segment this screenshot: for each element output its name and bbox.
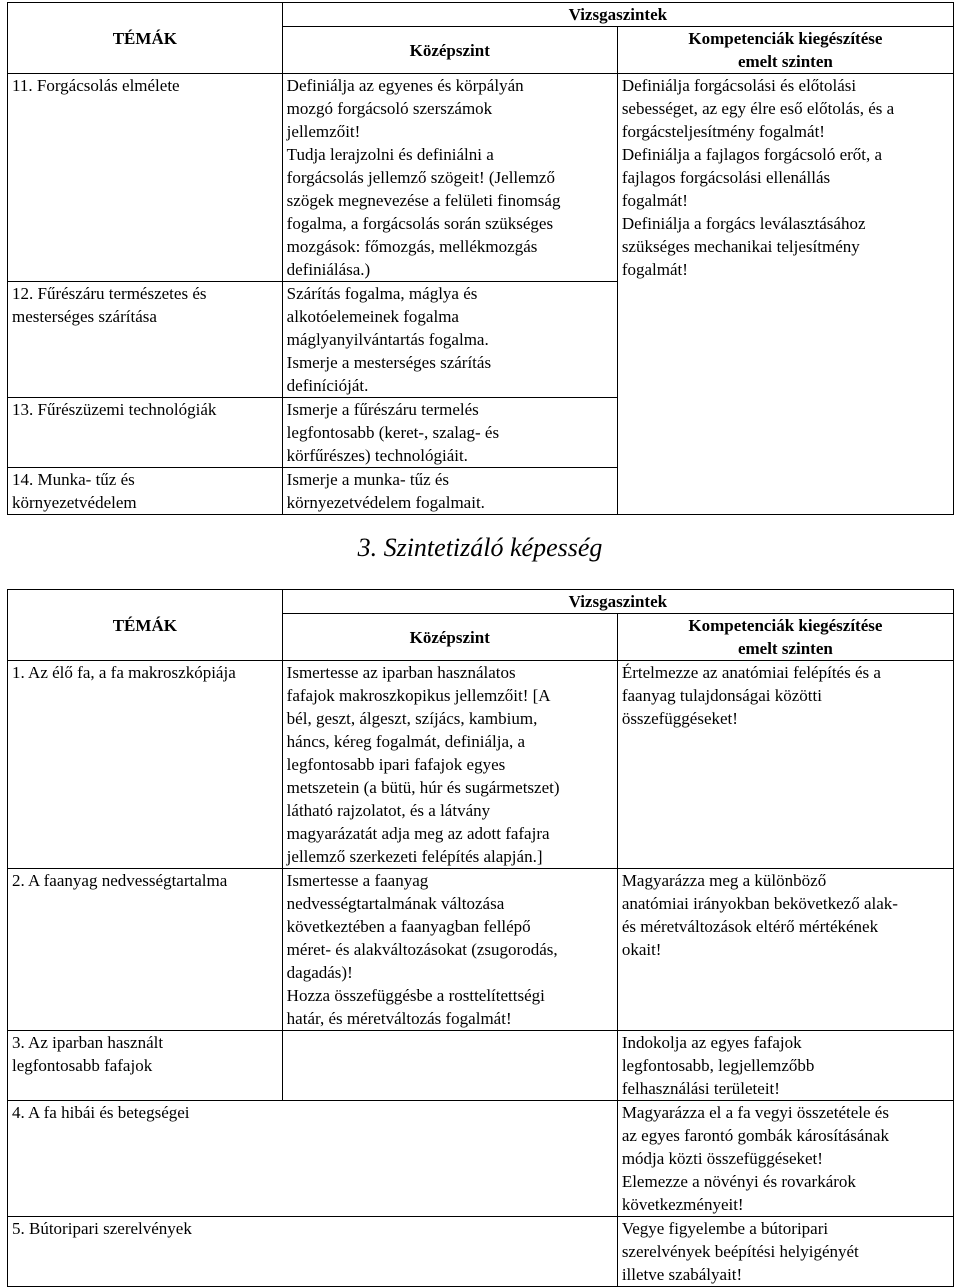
topic-cell: 13. Fűrészüzemi technológiák — [8, 398, 283, 468]
header-emelt-szint: Kompetenciák kiegészítése emelt szinten — [617, 27, 953, 74]
table-row — [8, 1031, 954, 1101]
topic-cell: 4. A fa hibái és betegségei — [8, 1101, 618, 1217]
emelt-szint-cell: Magyarázza el a fa vegyi összetétele és az egyes farontó gombák károsításának módja közti összefüggéseket! Elemezze a növényi és rovarkárok következményeit! — [617, 1101, 953, 1217]
topic-cell: 12. Fűrészáru természetes és mesterséges szárítása — [8, 282, 283, 398]
topic-cell: 3. Az iparban használt legfontosabb fafajok — [8, 1031, 283, 1101]
header-emelt-szint: Kompetenciák kiegészítése emelt szinten — [617, 614, 953, 661]
header-vizsgaszintek: Vizsgaszintek — [282, 590, 953, 614]
kozepszint-cell: Definiálja az egyenes és körpályán mozgó forgácsoló szerszámok jellemzőit! Tudja lerajzolni és definiálni a forgácsolás jellemző szögeit! (Jellemző szögek megnevezése a felületi finomság fogalma, a forgácsolás során szükséges mozgások: főmozgás, mellékmozgás definiálása.) — [282, 74, 617, 282]
section-title: 3. Szintetizáló képesség — [357, 533, 603, 562]
kozepszint-cell — [282, 1031, 617, 1101]
topic-cell: 5. Bútoripari szerelvények — [8, 1217, 618, 1287]
header-temak: TÉMÁK — [8, 590, 283, 661]
table-row — [8, 1217, 954, 1287]
table-row — [8, 661, 954, 869]
header-row-top — [8, 590, 954, 614]
kozepszint-cell: Ismertesse a faanyag nedvességtartalmának változása következtében a faanyagban fellépő méret- és alakváltozásokat (zsugorodás, dagadás)! Hozza összefüggésbe a rosttelítettségi határ, és méretváltozás fogalmát! — [282, 869, 617, 1031]
kozepszint-cell: Ismerje a munka- tűz és környezetvédelem fogalmait. — [282, 468, 617, 515]
emelt-szint-cell: Indokolja az egyes fafajok legfontosabb, legjellemzőbb felhasználási területeit! — [617, 1031, 953, 1101]
table-row — [8, 1101, 954, 1217]
topic-cell: 14. Munka- tűz és környezetvédelem — [8, 468, 283, 515]
kozepszint-cell: Ismertesse az iparban használatos fafajok makroszkopikus jellemzőit! [A bél, geszt, álgeszt, szíjács, kambium, háncs, kéreg fogalmát, definiálja, a legfontosabb ipari fafajok egyes metszetein (a bütü, húr és sugármetszet) látható rajzolatot, és a látvány magyarázatát adja meg az adott fafajra jellemző szerkezeti felépítés alapján.] — [282, 661, 617, 869]
kozepszint-cell: Szárítás fogalma, máglya és alkotóelemeinek fogalma máglyanyilvántartás fogalma. Ismerje a mesterséges szárítás definícióját. — [282, 282, 617, 398]
topic-cell: 1. Az élő fa, a fa makroszkópiája — [8, 661, 283, 869]
competency-table-2 — [7, 589, 954, 1287]
header-vizsgaszintek: Vizsgaszintek — [282, 3, 953, 27]
competency-table-1 — [7, 2, 954, 515]
table-row — [8, 74, 954, 282]
topic-cell: 2. A faanyag nedvességtartalma — [8, 869, 283, 1031]
header-kozepszint: Középszint — [282, 614, 617, 661]
header-kozepszint: Középszint — [282, 27, 617, 74]
header-temak: TÉMÁK — [8, 3, 283, 74]
emelt-szint-cell: Értelmezze az anatómiai felépítés és a faanyag tulajdonságai közötti összefüggéseket! — [617, 661, 953, 869]
emelt-szint-cell: Definiálja forgácsolási és előtolási sebességet, az egy élre eső előtolás, és a forgácsteljesítmény fogalmát! Definiálja a fajlagos forgácsoló erőt, a fajlagos forgácsolási ellenállás fogalmát! Definiálja a forgács leválasztásához szükséges mechanikai teljesítmény fogalmát! — [617, 74, 953, 515]
emelt-szint-cell: Vegye figyelembe a bútoripari szerelvények beépítési helyigényét illetve szabályait! — [617, 1217, 953, 1287]
header-row-top — [8, 3, 954, 27]
emelt-szint-cell: Magyarázza meg a különböző anatómiai irányokban bekövetkező alak- és méretváltozások eltérő mértékének okait! — [617, 869, 953, 1031]
topic-cell: 11. Forgácsolás elmélete — [8, 74, 283, 282]
table-row — [8, 869, 954, 1031]
kozepszint-cell: Ismerje a fűrészáru termelés legfontosabb (keret-, szalag- és körfűrészes) technológiáit. — [282, 398, 617, 468]
